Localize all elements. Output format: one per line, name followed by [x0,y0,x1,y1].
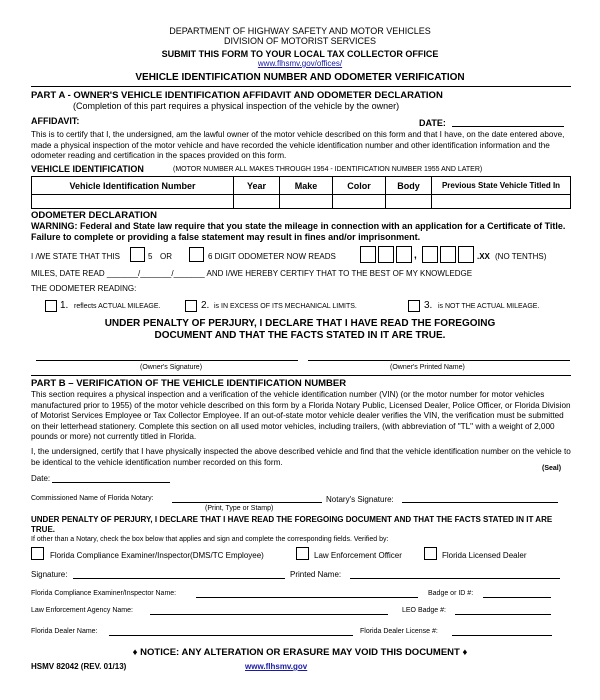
flhsmv-website-link[interactable]: www.flhsmv.gov [245,662,308,671]
col-year: Year [234,177,280,195]
leo-badge-label: LEO Badge #: [402,607,446,614]
col-vin: Vehicle Identification Number [32,177,234,195]
owner-signature-caption: (Owner's Signature) [140,364,203,371]
examiner-name-field[interactable] [196,597,418,598]
date-field[interactable] [452,126,564,127]
badge-id-label: Badge or ID #: [428,590,474,597]
licensed-dealer-checkbox[interactable] [424,547,437,560]
date-label: DATE: [419,118,446,128]
state-prefix: I /WE STATE THAT THIS [31,252,120,261]
previous-state-input[interactable] [432,195,571,209]
vehicle-identification-label: VEHICLE IDENTIFICATION [31,164,144,174]
five-label: 5 [148,252,153,261]
compliance-examiner-checkbox[interactable] [31,547,44,560]
part-b-title: PART B – VERIFICATION OF THE VEHICLE IDENTIFICATION NUMBER [31,378,347,389]
examiner-name-label: Florida Compliance Examiner/Inspector Name: [31,590,177,597]
form-title: VEHICLE IDENTIFICATION NUMBER AND ODOMETER VERIFICATION [135,72,465,83]
col-previous-state: Previous State Vehicle Titled In [432,177,571,195]
no-tenths-label: (NO TENTHS) [495,252,547,261]
odometer-title: ODOMETER DECLARATION [31,210,157,221]
notary-signature-label: Notary's Signature: [326,495,394,504]
print-type-stamp-caption: (Print, Type or Stamp) [205,505,274,512]
part-a-title: PART A - OWNER'S VEHICLE IDENTIFICATION AFFIDAVIT AND ODOMETER DECLARATION [31,90,443,101]
odometer-reading-label: THE ODOMETER READING: [31,284,137,293]
odometer-digit-6[interactable] [458,246,474,263]
miles-date-read-line: MILES, DATE READ _______/_______/_______ AND I/WE HEREBY CERTIFY THAT TO THE BEST OF MY KNOWLEDGE [31,269,473,278]
excess-mechanical-limits-checkbox[interactable] [185,300,197,312]
col-make: Make [280,177,333,195]
dealer-license-label: Florida Dealer License #: [360,628,438,635]
option-3-number: 3. [424,300,433,311]
owner-signature-field[interactable] [36,360,298,361]
department-name: DEPARTMENT OF HIGHWAY SAFETY AND MOTOR VEHICLES [169,26,431,36]
dealer-name-label: Florida Dealer Name: [31,628,98,635]
badge-id-field[interactable] [483,597,551,598]
not-actual-mileage-checkbox[interactable] [408,300,420,312]
xx-label: .XX [477,252,490,261]
col-color: Color [333,177,386,195]
option-2-text: is IN EXCESS OF ITS MECHANICAL LIMITS. [214,303,357,310]
alteration-notice: ♦ NOTICE: ANY ALTERATION OR ERASURE MAY VOID THIS DOCUMENT ♦ [132,647,468,658]
option-1-text: reflects ACTUAL MILEAGE. [74,303,161,310]
dealer-license-field[interactable] [452,635,552,636]
odometer-warning: WARNING: Federal and State law require that you state the mileage in connection with an application for a Certificate of Title. Failure to complete or providing a false statement may result in fines and/or imprisonment. [31,221,566,242]
offices-link[interactable]: www.flhsmv.gov/offices/ [257,59,343,68]
submit-instruction: SUBMIT THIS FORM TO YOUR LOCAL TAX COLLECTOR OFFICE [161,49,439,59]
leo-badge-field[interactable] [455,614,551,615]
seal-label: (Seal) [542,465,562,472]
notary-signature-field[interactable] [402,502,558,503]
verifier-law-enforcement: Law Enforcement Officer [314,551,402,560]
verifier-licensed-dealer: Florida Licensed Dealer [442,551,527,560]
or-label: OR [160,252,172,261]
thousands-comma: , [414,250,417,261]
col-body: Body [386,177,432,195]
part-b-date-field[interactable] [52,482,170,483]
notary-name-label: Commissioned Name of Florida Notary: [31,495,154,502]
odometer-digit-2[interactable] [378,246,394,263]
divider [31,86,571,87]
option-1-number: 1. [60,300,69,311]
law-enforcement-checkbox[interactable] [296,547,309,560]
printed-name-label: Printed Name: [290,570,342,579]
vin-input[interactable] [32,195,234,209]
divider [31,375,571,376]
vehicle-identification-table [31,176,571,209]
option-2-number: 2. [201,300,210,311]
make-input[interactable] [280,195,333,209]
dealer-name-field[interactable] [109,635,353,636]
affidavit-label: AFFIDAVIT: [31,116,80,126]
division-name: DIVISION OF MOTORIST SERVICES [223,36,377,46]
part-a-perjury: UNDER PENALTY OF PERJURY, I DECLARE THAT I HAVE READ THE FOREGOING DOCUMENT AND THAT THE FACTS STATED IN IT ARE TRUE. [104,318,496,341]
part-b-paragraph-1: This section requires a physical inspection and a verification of the vehicle identification number (VIN) (or the motor number for motor vehicles manufactured prior to 1955) of the motor vehicle described on this form by a Florida Notary Public, Licensed Dealer, Police Officer, or Florida Division of Motorist Services Employee or Tax Collector Employee. If an out-of-state motor vehicle dealer verifies the VIN, the verification must be submitted on their letterhead stationery. Complete this section on all used motor vehicles, including trailers, (with abbreviation of "TL" with a weight of 2,000 pounds or more) not currently titled in Florida. [31,390,571,441]
six-digit-label: 6 DIGIT ODOMETER NOW READS [208,252,336,261]
five-digit-checkbox[interactable] [130,247,145,262]
color-input[interactable] [333,195,386,209]
signature-field[interactable] [73,578,285,579]
odometer-digit-5[interactable] [440,246,456,263]
notary-name-field[interactable] [172,502,322,503]
odometer-digit-1[interactable] [360,246,376,263]
other-than-notary-instruction: If other than a Notary, check the box below that applies and sign and complete the corresponding fields. Verified by: [31,536,389,543]
vehicle-identification-note: (MOTOR NUMBER ALL MAKES THROUGH 1954 - IDENTIFICATION NUMBER 1955 AND LATER) [173,166,483,173]
option-3-text: is NOT THE ACTUAL MILEAGE. [438,303,540,310]
part-a-subtitle: (Completion of this part requires a physical inspection of the vehicle by the owner) [73,101,400,111]
agency-name-label: Law Enforcement Agency Name: [31,607,133,614]
certify-text: This is to certify that I, the undersigned, am the lawful owner of the motor vehicle described on this form and that I have, on the date entered above, made a physical inspection of the motor vehicle and have recorded the vehicle identification number and other identification information and the odometer reading and certification in the spaces provided on this form. [31,130,565,160]
form-number: HSMV 82042 (REV. 01/13) [31,662,127,671]
six-digit-checkbox[interactable] [189,247,204,262]
owner-printed-name-field[interactable] [308,360,570,361]
odometer-digit-4[interactable] [422,246,438,263]
owner-printed-name-caption: (Owner's Printed Name) [390,364,465,371]
verifier-compliance-examiner: Florida Compliance Examiner/Inspector(DMS/TC Employee) [50,551,264,560]
year-input[interactable] [234,195,280,209]
odometer-digit-3[interactable] [396,246,412,263]
signature-label: Signature: [31,570,68,579]
body-input[interactable] [386,195,432,209]
part-b-date-label: Date: [31,474,51,483]
part-b-perjury: UNDER PENALTY OF PERJURY, I DECLARE THAT I HAVE READ THE FOREGOING DOCUMENT AND THAT THE FACTS STATED IN IT ARE TRUE. [31,515,553,534]
part-b-paragraph-2: I, the undersigned, certify that I have physically inspected the above described vehicle and find that the vehicle identification number on the vehicle to be identical to the vehicle identification number recorded on this form. [31,447,571,467]
printed-name-field[interactable] [350,578,560,579]
actual-mileage-checkbox[interactable] [45,300,57,312]
agency-name-field[interactable] [150,614,388,615]
